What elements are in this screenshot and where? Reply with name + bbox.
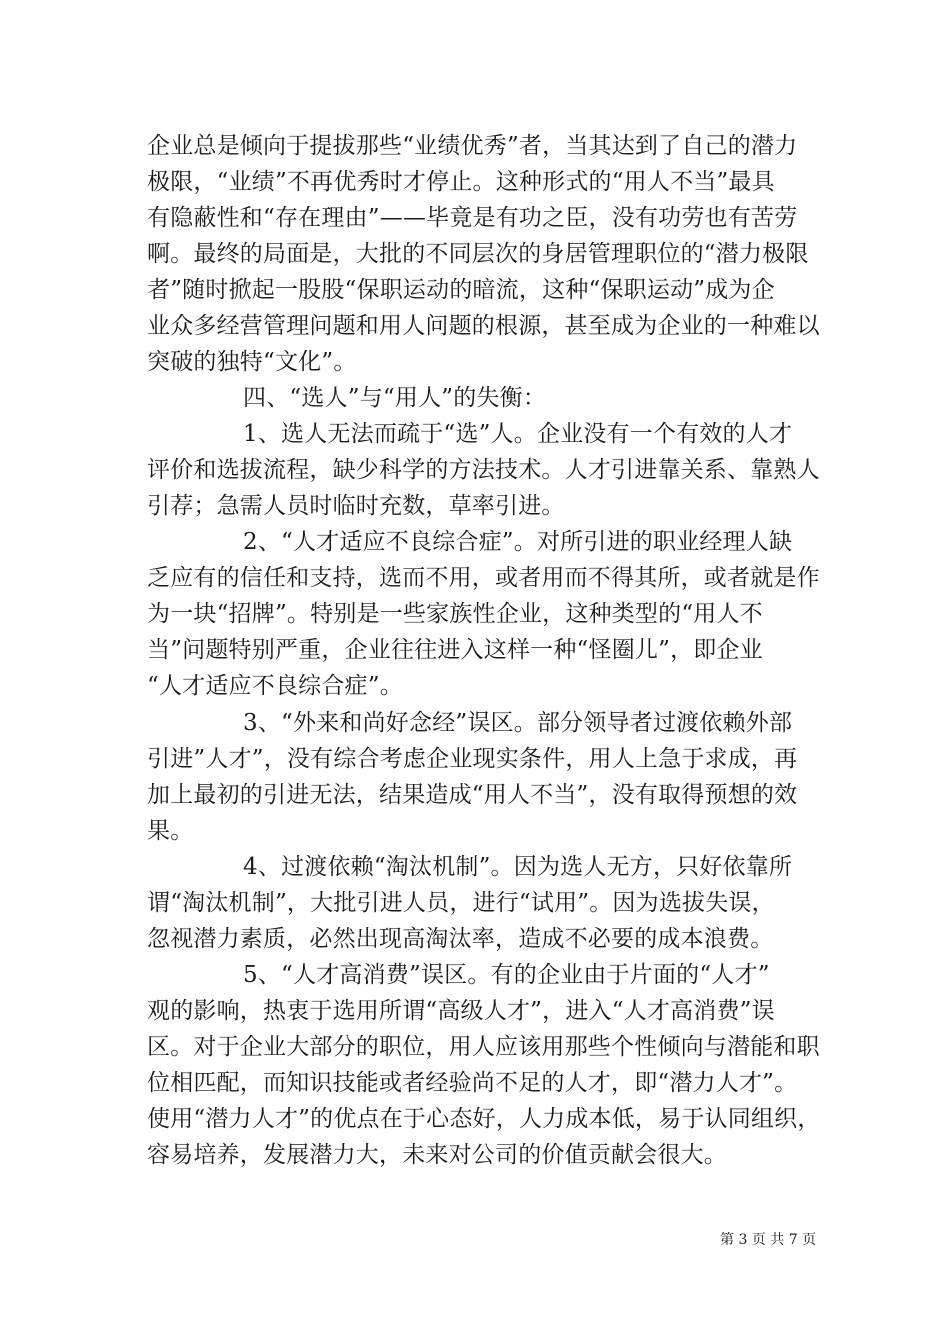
page-number: 第 3 页 共 7 页 (720, 1232, 817, 1248)
text-line: 2、“人才适应不良综合症”。对所引进的职业经理人缺 (243, 529, 793, 555)
text-line: 忽视潜力素质，必然出现高淘汰率，造成不必要的成本浪费。 (147, 926, 774, 952)
text-line: 果。 (147, 818, 194, 844)
text-line: 使用“潜力人才”的优点在于心态好，人力成本低，易于认同组织， (147, 1106, 821, 1132)
text-line: 谓“淘汰机制”，大批引进人员，进行“试用”。因为选拔失误， (147, 890, 775, 916)
text-line: 评价和选拔流程，缺少科学的方法技术。人才引进靠关系、靠熟人 (147, 457, 820, 483)
text-line: 突破的独特“文化”。 (147, 349, 357, 375)
text-line: 啊。最终的局面是，大批的不同层次的身居管理职位的“潜力极限 (147, 241, 809, 267)
text-line: 为一块“招牌”。特别是一些家族性企业，这种类型的“用人不 (147, 601, 763, 627)
text-line: 3、“外来和尚好念经”误区。部分领导者过渡依赖外部 (243, 710, 793, 736)
text-line: 者”随时掀起一股股“保职运动的暗流，这种“保职运动”成为企 (147, 277, 775, 303)
text-line: 加上最初的引进无法，结果造成“用人不当”，没有取得预想的效 (147, 782, 798, 808)
text-line: 极限，“业绩”不再优秀时才停止。这种形式的“用人不当”最具 (147, 169, 775, 195)
text-line: 业众多经营管理问题和用人问题的根源，甚至成为企业的一种难以 (147, 313, 820, 339)
text-line: 有隐蔽性和“存在理由”——毕竟是有功之臣，没有功劳也有苦劳 (147, 205, 798, 231)
text-line: 容易培养，发展潜力大，未来对公司的价值贡献会很大。 (147, 1142, 727, 1168)
text-line: 观的影响，热衷于选用所谓“高级人才”，进入“人才高消费”误 (147, 998, 775, 1024)
text-line: 1、选人无法而疏于“选”人。企业没有一个有效的人才 (243, 421, 793, 447)
text-line: 企业总是倾向于提拔那些“业绩优秀”者，当其达到了自己的潜力 (147, 133, 798, 159)
text-line: 当”问题特别严重，企业往往进入这样一种“怪圈儿”，即企业 (147, 637, 763, 663)
text-line: 4、过渡依赖“淘汰机制”。因为选人无方，只好依靠所 (243, 854, 793, 880)
text-line: 引荐；急需人员时临时充数，草率引进。 (147, 493, 565, 519)
text-line: 乏应有的信任和支持，选而不用，或者用而不得其所，或者就是作 (147, 565, 820, 591)
section-heading: 四、“选人”与“用人”的失衡： (243, 385, 547, 411)
text-line: “人才适应不良综合症”。 (147, 673, 403, 699)
text-line: 引进”人才”，没有综合考虑企业现实条件，用人上急于求成，再 (147, 746, 798, 772)
text-line: 5、“人才高消费”误区。有的企业由于片面的“人才” (243, 962, 770, 988)
text-line: 区。对于企业大部分的职位，用人应该用那些个性倾向与潜能和职 (147, 1034, 820, 1060)
text-line: 位相匹配，而知识技能或者经验尚不足的人才，即“潜力人才”。 (147, 1070, 798, 1096)
